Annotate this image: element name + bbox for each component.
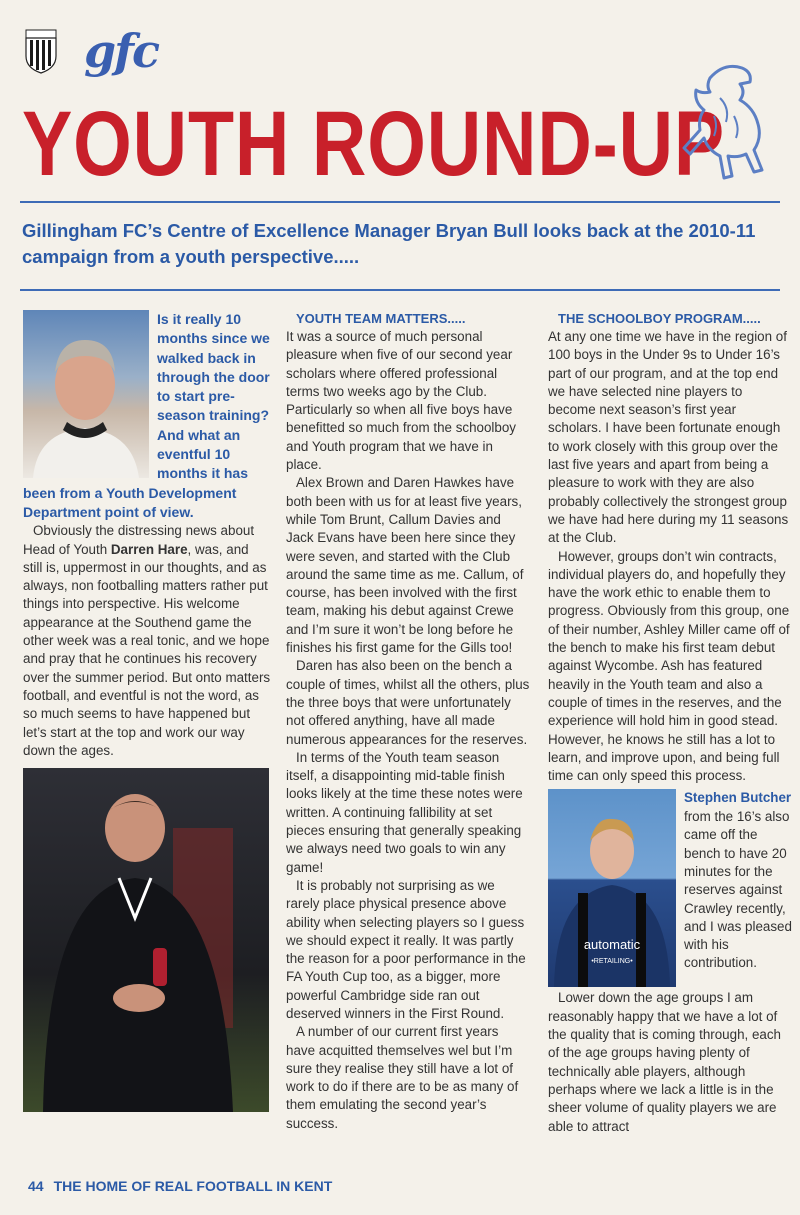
intro-standfirst: Gillingham FC’s Centre of Excellence Manager Bryan Bull looks back at the 2010-11 campaign from a youth perspective.....	[22, 220, 756, 267]
page-title: YOUTH ROUND-UP	[22, 93, 726, 195]
manager-photo	[23, 310, 149, 478]
column-3	[548, 310, 792, 1136]
coach-photo	[23, 768, 269, 1112]
top-rule	[20, 201, 780, 203]
shirt-sponsor-sub: •RETAILING•	[591, 958, 633, 966]
col3-stephen-paragraph: Stephen Butcher from the 16’s also came off the bench to have 20 minutes for the reserves against Crawley recently, and I was pleased with his contribution.	[684, 790, 792, 971]
col2-paragraph: In terms of the Youth team season itself, a disappointing mid-table finish looks likely at the time these notes were written. A continuing fallibility at set pieces ensuring that generally speaking we always need two goals to win any game!	[286, 749, 523, 875]
col2-paragraph: Alex Brown and Daren Hawkes have both been with us for at least five years, while Tom Brunt, Callum Davies and Jack Evans have been here since they were seven, and started with the Club around the same time as me. Callum, of course, has been involved with the first team, making his debut against Crewe and I’m sure it won’t be long before he finishes his first game for the Gills too!	[286, 475, 524, 656]
col2-paragraph: It is probably not surprising as we rarely place physical presence above ability when selecting players so I guess we should expect it really. It was partly the reason for a poor performance in the FA Youth Cup too, as a bigger, more powerful Cambridge side ran out deserved winners in the First Round.	[286, 877, 526, 1021]
column-1	[23, 310, 271, 1112]
stephen-butcher-name: Stephen Butcher	[684, 790, 792, 806]
gfc-logo: gfc	[84, 24, 158, 78]
coach-portrait-icon	[23, 768, 269, 1112]
col2-paragraph: A number of our current first years have acquitted themselves wel but I’m sure they realise they still have a lot of work to do if there are to be as many of them emulating the second year’s success.	[286, 1024, 519, 1131]
footer-tagline: THE HOME OF REAL FOOTBALL IN KENT	[53, 1178, 333, 1194]
col2-paragraph: Daren has also been on the bench a couple of times, whilst all the others, plus the three boys that were unfortunately not offered anything, have all made numerous appearances for the reserves.	[286, 658, 530, 747]
invicta-horse-icon	[680, 58, 772, 182]
player-photo	[548, 789, 676, 987]
player-portrait-icon	[548, 789, 676, 987]
darren-hare-name: Darren Hare	[110, 541, 188, 557]
club-crest-icon	[24, 28, 58, 74]
youth-team-heading: YOUTH TEAM MATTERS.....	[296, 311, 466, 326]
page-footer	[28, 1178, 342, 1194]
manager-portrait-icon	[23, 310, 149, 478]
page-number: 44	[28, 1178, 44, 1194]
schoolboy-heading: THE SCHOOLBOY PROGRAM.....	[558, 311, 761, 326]
column-2	[286, 310, 530, 1133]
shirt-sponsor: automatic	[583, 937, 641, 953]
col1-paragraph: Obviously the distressing news about Head of Youth Darren Hare, was, and still is, uppermost in our thoughts, and as always, non footballing matters rather put things into perspective. His welcome appearance at the Southend game the other week was a real tonic, and we hope and pray that he continues his recovery over the summer period. But onto matters football, and eventful is not the word, as so much seems to have happened but let’s start at the top and work our way down the ages.	[23, 523, 271, 758]
intro-rule	[20, 289, 780, 291]
col3-paragraph: However, groups don’t win contracts, individual players do, and hopefully they have the work ethic to enable them to progress. Obviously from this group, one of their number, Ashley Miller came off of the bench to make his first team debut against Wycombe. Ash has featured heavily in the Youth team and also a couple of times in the reserves, and the experience will hold him in good stead. However, he knows he still has a lot to learn, and improve upon, and being full time can only speed this process.	[548, 548, 790, 784]
col2-paragraph: It was a source of much personal pleasure when five of our second year scholars where offered professional terms two weeks ago by the Club. Particularly so when all five boys have benefitted so much from the schoolboy and Youth program that we have in place.	[286, 329, 517, 473]
lead-paragraph: Is it really 10 months since we walked back in through the door to start pre-season training? And what an eventful 10 months it has been from a Youth Development Department point of view.	[23, 311, 270, 520]
col3-paragraph: Lower down the age groups I am reasonably happy that we have a lot of the quality that is coming through, each of the age groups having plenty of technically able players, although perhaps where we lack a little is in the sheer volume of quality players we are able to attract	[548, 990, 781, 1134]
col3-paragraph: At any one time we have in the region of 100 boys in the Under 9s to Under 16’s part of our program, and at the top end we have selected nine players to become next season’s first year scholars. I have been fortunate enough to work closely with this group over the last five years and apart from being a pleasure to work with they are also probably collectively the strongest group we have had here during my 11 seasons at the Club.	[548, 329, 789, 546]
